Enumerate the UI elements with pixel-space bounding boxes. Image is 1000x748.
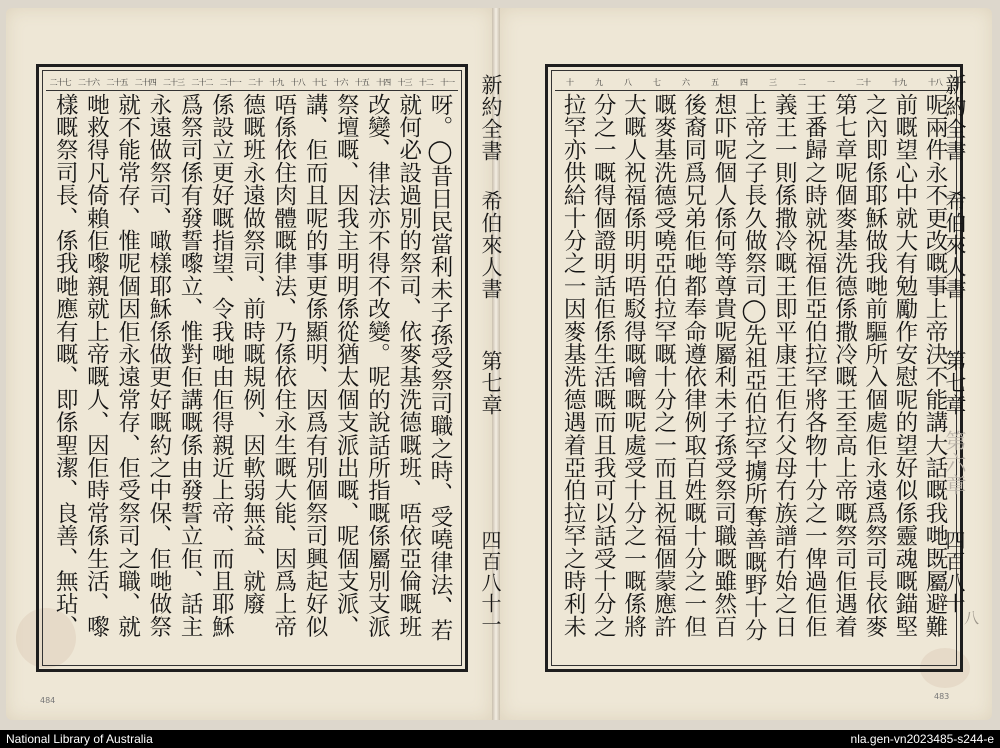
footer-identifier: nla.gen-vn2023485-s244-e: [850, 732, 994, 746]
left-column-10: 永遠做祭司、噉樣耶穌係做更好嘅約之中保、佢哋做祭: [145, 93, 172, 638]
left-column-12: 哋救得凡倚賴佢嚟親就上帝嘅人、因佢時常係生活、嚟: [83, 93, 110, 638]
left-text-frame: [36, 64, 468, 672]
footer-bar: [0, 730, 1000, 748]
right-ruler-mark: 四: [740, 77, 747, 87]
right-line-ruler: [555, 74, 953, 91]
right-ruler-mark: 十九: [892, 77, 906, 87]
right-chapter-label: 第七章: [943, 350, 967, 416]
right-column-1: 呢兩件永不更改嘅事上帝決不能講大話嘅我哋既屬避難: [922, 93, 948, 638]
left-column-9: 爲祭司係有發誓嚟立、惟對佢講嘅係由發誓立佢、話主: [177, 93, 204, 638]
right-ruler-mark: 二十: [856, 77, 870, 87]
left-ruler-mark: 十二: [418, 77, 433, 87]
left-ruler-mark: 二十五: [106, 77, 128, 87]
left-column-5: 講、佢而且呢的事更係顯明、因爲有別個祭司興起好似: [302, 93, 329, 638]
left-column-11: 就不能常存、惟呢個因佢永遠常存、佢受祭司之職、就: [114, 93, 141, 638]
right-column-4: 第七章呢個麥基洗德係撒冷嘅王至高上帝嘅祭司佢遇着: [831, 93, 858, 638]
left-ruler-mark: 二十二: [191, 77, 213, 87]
right-book-title-vertical: 新約全書: [943, 74, 967, 162]
left-margin-number: 484: [40, 696, 56, 705]
right-ruler-mark: 十: [566, 77, 573, 87]
right-ruler-mark: 七: [653, 77, 660, 87]
right-column-9: 後裔同爲兄弟佢哋都奉命遵依律例取百姓嘅十分之一但: [680, 93, 707, 638]
right-column-8: 想吓呢個人係何等尊貴呢屬利未子孫受祭司職嘅雖然百: [710, 93, 737, 638]
left-ruler-mark: 十一: [440, 77, 455, 87]
left-ruler-mark: 十四: [376, 77, 391, 87]
right-ruler-mark: 五: [711, 77, 718, 87]
left-ruler-mark: 二十四: [134, 77, 156, 87]
left-ruler-mark: 二十: [248, 77, 263, 87]
right-ruler-mark: 六: [682, 77, 689, 87]
left-column-1: 呀。◯昔日民當利未子孫受祭司職之時、受嘵律法、若: [427, 93, 453, 642]
left-chapter-label: 第七章: [479, 350, 503, 416]
right-column-10: 嘅麥基洗德受嘵亞伯拉罕嘅十分之一而且祝福個蒙應許: [650, 93, 677, 638]
left-ruler-mark: 十三: [397, 77, 412, 87]
prev-chapter-marker: 第六章: [943, 430, 967, 496]
right-ruler-mark: 八: [624, 77, 631, 87]
right-ruler-mark: 三: [769, 77, 776, 87]
left-text-columns: [49, 93, 455, 659]
right-ruler-mark: 九: [595, 77, 602, 87]
right-text-columns: [558, 93, 950, 659]
left-ruler-mark: 二十六: [78, 77, 100, 87]
left-column-3: 改變、律法亦不得不改變。呢的說話所指嘅係屬別支派: [364, 93, 391, 638]
footer-institution: National Library of Australia: [6, 732, 153, 746]
left-column-6: 唔係依住肉體嘅律法、乃係依住永生嘅大能、因爲上帝: [270, 93, 297, 638]
left-ruler-mark: 二十七: [49, 77, 71, 87]
right-ruler-mark: 二: [798, 77, 805, 87]
right-book-name: 希伯來人書: [943, 190, 967, 300]
right-column-3: 之內即係耶穌做我哋前驅所入個處佢永遠爲祭司長依麥: [861, 93, 888, 638]
right-column-13: 拉罕亦供給十分之一因麥基洗德遇着亞伯拉罕之時利未: [560, 93, 587, 638]
right-page-number-suffix: 八: [962, 610, 980, 626]
right-text-frame: [545, 64, 963, 672]
left-ruler-mark: 二十三: [163, 77, 185, 87]
left-column-7: 德嘅班永遠做祭司、前時嘅規例、因軟弱無益、就廢: [239, 93, 266, 616]
left-ruler-mark: 十九: [269, 77, 284, 87]
left-column-13: 樣嘅祭司長、係我哋應有嘅、即係聖潔、良善、無玷、: [52, 93, 79, 638]
right-ruler-mark: 一: [827, 77, 834, 87]
left-page-number: 四百八十一: [478, 530, 502, 635]
right-margin-number: 483: [934, 692, 950, 701]
left-column-2: 就何必設過別的祭司、依麥基洗德嘅班、唔依亞倫嘅班: [395, 93, 422, 638]
right-ruler-mark: 十八: [928, 77, 942, 87]
right-column-6: 義王一則係撒冷嘅王即平康王佢冇父母冇族譜冇始之日: [771, 93, 798, 638]
left-column-8: 係設立更好嘅指望、令我哋由佢得親近上帝、而且耶穌: [208, 93, 235, 638]
left-column-4: 祭壇嘅、因我主明明係從猶太個支派出嘅、呢個支派、: [333, 93, 360, 638]
left-ruler-mark: 十六: [333, 77, 348, 87]
right-column-12: 分之一嘅得個證明話佢係生活嘅而且我可以話受十分之: [590, 93, 617, 638]
right-column-2: 前嘅望心中就大有勉勵作安慰呢的望好似係靈魂嘅錨堅: [891, 93, 918, 638]
left-ruler-mark: 十五: [354, 77, 369, 87]
left-line-ruler: [46, 74, 458, 91]
left-ruler-mark: 十七: [312, 77, 327, 87]
right-column-11: 大嘅人祝福係明明唔駁得嘅噲嘅呢處受十分之一嘅係將: [620, 93, 647, 638]
left-ruler-mark: 十八: [290, 77, 305, 87]
left-ruler-mark: 二十一: [219, 77, 241, 87]
right-column-5: 王番歸之時就祝福佢亞伯拉罕將各物十分之一俾過佢佢: [801, 93, 828, 638]
right-column-7: 上帝之子長久做祭司◯先祖亞伯拉罕擄所奪善嘅野十分: [741, 93, 768, 642]
left-book-name: 希伯來人書: [479, 190, 503, 300]
left-book-title: 新約全書: [479, 74, 503, 162]
right-page-number: 四百八十: [942, 530, 966, 614]
